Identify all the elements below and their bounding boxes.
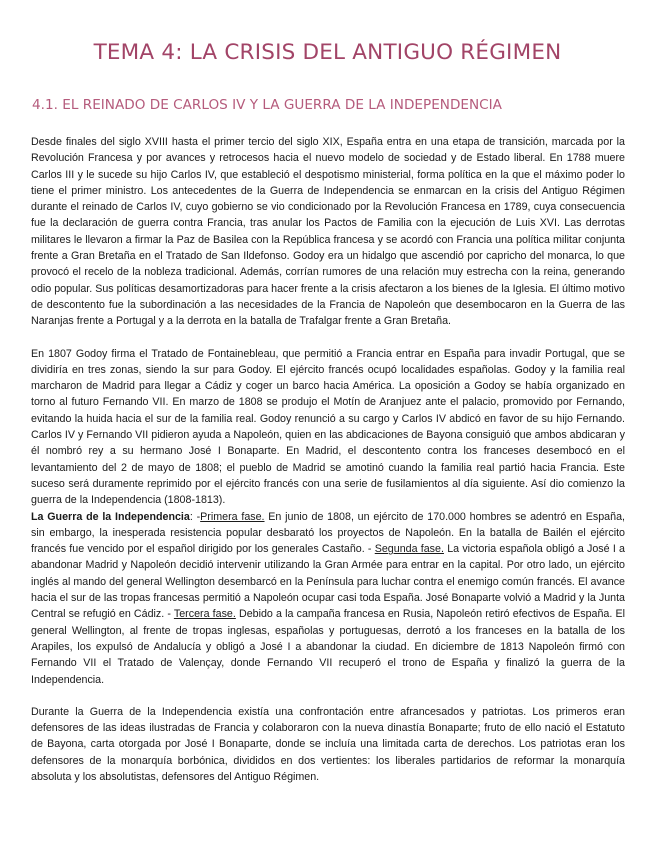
phase-3-text: Debido a la campaña francesa en Rusia, Napoleón retiró efectivos de España. El general Wellington, al frente de tropas inglesas, españolas y portuguesas, derrotó a los franceses en la batalla de los Arapiles, los expulsó de Andalucía y obligó a José I a abandonar la ciudad. En diciembre de 1813 Napoleón firmó con Fernando VII el Tratado de Valençay, donde Fernando VII recuperó el trono de España y finalizó la guerra de la Independencia. xyxy=(31,608,625,686)
phase-1-text: En junio de 1808, un ejército de 170.000 hombres se adentró en España, sin embargo, la inesperada resistencia popular desbarató los proyectos de Napoleón. En la batalla de Bailén el ejército francés fue vencido por el español dirigido por los generales Castaño. - xyxy=(31,510,625,556)
phase-3-label: Tercera fase. xyxy=(173,608,236,621)
paragraph-godoy: En 1807 Godoy firma el Tratado de Fontainebleau, que permitió a Francia entrar en España para invadir Portugal, que se dividiría en tres zonas, siendo la sur para Godoy. El ejército francés ocupó localidades españolas. Godoy y la familia real marcharon de Madrid para llegar a Cádiz y coger un barco hacia América. La oposición a Godoy se había organizado en torno al futuro Fernando VII. En marzo de 1808 se produjo el Motín de Aranjuez ante el palacio, promovido por Fernando, evitando la huida hacia el sur de la familia real. Godoy renunció a su cargo y Carlos IV abdicó en favor de su hijo Fernando. Carlos IV y Fernando VII pidieron ayuda a Napoleón, quien en las abdicaciones de Bayona consiguió que ambos abdicaran y él nombró rey a su hermano José I Bonaparte. En Madrid, el descontento contra los franceses desembocó en el levantamiento del 2 de mayo de 1808; el pueblo de Madrid se amotinó cuando la familia real partió hacia Francia. Este suceso será duramente reprimido por el ejército francés con una serie de fusilamientos al día siguiente. Así dio comienzo la guerra de la Independencia (1808-1813). xyxy=(31,347,625,507)
phase-1-label: Primera fase. xyxy=(200,510,265,523)
war-heading: La Guerra de la Independencia xyxy=(31,510,190,523)
phase-2-label: Segunda fase. xyxy=(374,543,444,556)
paragraph-war-phases xyxy=(31,509,625,688)
war-separator: : - xyxy=(189,510,201,523)
paragraph-gap xyxy=(31,330,625,346)
phase-2-text: La victoria española obligó a José I a abandonar Madrid y Napoleón decidió intervenir utilizando la Gran Armée para entrar en la capital. Por otro lado, un ejército inglés al mando del general Wellington desembarcó en la Península para luchar contra el enemigo común francés. El avance hacia el sur de las tropas francesas permitió a Napoleón ocupar casi toda España. José Bonaparte volvió a Madrid y la Junta Central se refugió en Cádiz. - xyxy=(31,543,625,621)
page-title: TEMA 4: LA CRISIS DEL ANTIGUO RÉGIMEN xyxy=(93,40,562,65)
section-title: 4.1. EL REINADO DE CARLOS IV Y LA GUERRA DE LA INDEPENDENCIA xyxy=(32,97,502,113)
paragraph-intro: Desde finales del siglo XVIII hasta el primer tercio del siglo XIX, España entra en una etapa de transición, marcada por la Revolución Francesa y por avances y retrocesos hacia el nuevo modelo de sociedad y de Estado liberal. En 1788 muere Carlos III y le sucede su hijo Carlos IV, que estableció el despotismo ministerial, forma política en la que el máximo poder lo tiene el primer ministro. Los antecedentes de la Guerra de Independencia se enmarcan en la crisis del Antiguo Régimen durante el reinado de Carlos IV, cuyo gobierno se vio condicionado por la Revolución Francesa en 1789, cuya consecuencia fue la declaración de guerra contra Francia, tras anular los Pactos de Familia con la ejecución de Luis XVI. Las derrotas militares le llevaron a firmar la Paz de Basilea con la República francesa y se acordó con Francia una política militar conjunta frente a Gran Bretaña en el Tratado de San Ildefonso. Godoy era un hidalgo que ascendió por capricho del monarca, lo que provocó el recelo de la nobleza tradicional. Además, corrían rumores de una relación muy estrecha con la reina, generando odio popular. Sus políticas desamortizadoras para hacer frente a la crisis afectaron a los bienes de la Iglesia. El último motivo de descontento fue la subordinación a las necesidades de la Francia de Napoleón que desembocaron en la Guerra de las Naranjas frente a Portugal y a la derrota en la batalla de Trafalgar frente a Gran Bretaña. xyxy=(31,136,625,328)
paragraph-afrancesados: Durante la Guerra de la Independencia existía una confrontación entre afrancesados y patriotas. Los primeros eran defensores de las ideas ilustradas de Francia y colaboraron con la nueva dinastía Bonaparte; fruto de ello nació el Estatuto de Bayona, carta otorgada por José I Bonaparte, donde se incluía una limitada carta de derechos. Los patriotas eran los defensores de la monarquía borbónica, divididos en dos vertientes: los liberales partidarios de reformar la monarquía absoluta y los absolutistas, defensores del Antiguo Régimen. xyxy=(31,705,625,783)
paragraph-gap xyxy=(31,688,625,704)
document-body xyxy=(31,134,625,785)
